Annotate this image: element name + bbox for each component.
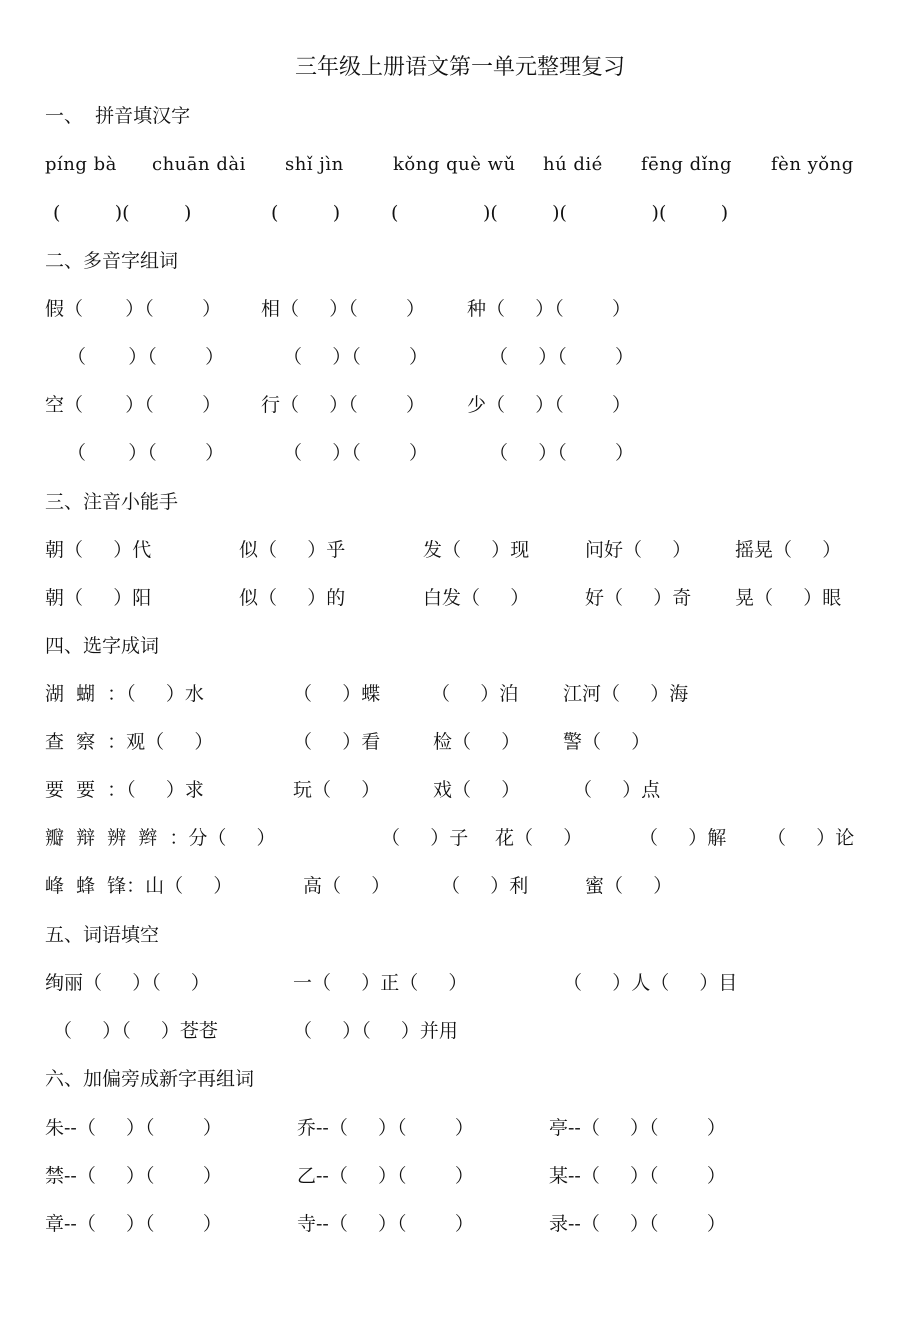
idiom-blank[interactable]: 绚丽（ ）（ ） [45, 972, 210, 994]
word-blank[interactable]: 假（ ）（ ） [45, 298, 222, 320]
choice-blank[interactable]: 玩（ ） [293, 779, 381, 801]
polyphone-row [45, 293, 900, 325]
choice-blank[interactable]: （ ）看 [293, 731, 381, 753]
answer-blanks[interactable]: ( )( )( )( ) [391, 202, 729, 224]
phonetic-blank[interactable]: 朝（ ）阳 [45, 587, 152, 609]
pinyin-item: hú dié [543, 154, 603, 175]
word-blank[interactable]: 行（ ）（ ） [261, 394, 426, 416]
phonetic-blank[interactable]: 朝（ ）代 [45, 539, 152, 561]
phonetic-blank[interactable]: 似（ ）乎 [239, 539, 346, 561]
idiom-row [45, 967, 900, 999]
choice-blank[interactable]: （ ）蝶 [293, 683, 381, 705]
pinyin-row [45, 149, 900, 181]
radical-blank[interactable]: 乔--（ ）（ ） [297, 1117, 474, 1139]
radical-row [45, 1112, 900, 1144]
word-blank[interactable]: （ ）（ ） [283, 346, 429, 368]
phonetic-blank[interactable]: 摇晃（ ） [735, 539, 842, 561]
idiom-blank[interactable]: （ ）人（ ）目 [563, 972, 738, 994]
choice-blank[interactable]: 要 要 ：（ ）求 [45, 779, 204, 801]
phonetic-blank[interactable]: 发（ ）现 [423, 539, 530, 561]
radical-blank[interactable]: 寺--（ ）（ ） [297, 1213, 474, 1235]
radical-blank[interactable]: 亭--（ ）（ ） [549, 1117, 726, 1139]
phonetic-blank[interactable]: 好（ ）奇 [585, 587, 692, 609]
word-blank[interactable]: （ ）（ ） [67, 346, 225, 368]
choose-char-row [45, 870, 900, 902]
pinyin-answer-row [45, 197, 900, 229]
pinyin-item: fēng dǐng [641, 154, 733, 175]
answer-blanks[interactable]: ( )( ) [53, 202, 192, 224]
radical-blank[interactable]: 乙--（ ）（ ） [297, 1165, 474, 1187]
section-6-heading: 六、加偏旁成新字再组词 [45, 1068, 255, 1090]
choice-blank[interactable]: （ ）论 [767, 827, 855, 849]
choice-blank[interactable]: （ ）点 [573, 779, 661, 801]
radical-row [45, 1160, 900, 1192]
polyphone-row [45, 341, 900, 373]
word-blank[interactable]: （ ）（ ） [489, 346, 635, 368]
pinyin-item: chuān dài [152, 154, 246, 175]
page-title: 三年级上册语文第一单元整理复习 [294, 55, 625, 80]
word-blank[interactable]: 空（ ）（ ） [45, 394, 222, 416]
phonetic-blank[interactable]: 似（ ）的 [239, 587, 346, 609]
section-5-heading: 五、词语填空 [45, 924, 160, 946]
choice-blank[interactable]: （ ）泊 [431, 683, 519, 705]
phonetic-blank[interactable]: 白发（ ） [423, 587, 530, 609]
choice-blank[interactable]: 查 察 ：观（ ） [45, 731, 214, 753]
word-blank[interactable]: 少（ ）（ ） [467, 394, 632, 416]
word-blank[interactable]: （ ）（ ） [489, 442, 635, 464]
polyphone-row [45, 389, 900, 421]
radical-blank[interactable]: 禁--（ ）（ ） [45, 1165, 222, 1187]
radical-blank[interactable]: 录--（ ）（ ） [549, 1213, 726, 1235]
word-blank[interactable]: 相（ ）（ ） [261, 298, 426, 320]
word-blank[interactable]: （ ）（ ） [67, 442, 225, 464]
choice-blank[interactable]: 蜜（ ） [585, 875, 673, 897]
polyphone-row [45, 437, 900, 469]
choice-blank[interactable]: 湖 蝴 ：（ ）水 [45, 683, 204, 705]
section-4-heading: 四、选字成词 [45, 635, 160, 657]
choice-blank[interactable]: 瓣 辩 辨 辫 ：分（ ） [45, 827, 276, 849]
choose-char-row [45, 774, 900, 806]
pinyin-item: píng bà [45, 154, 117, 175]
section-3-heading: 三、注音小能手 [45, 491, 179, 513]
radical-row [45, 1208, 900, 1240]
section-1-heading: 一、 拼音填汉字 [45, 105, 191, 127]
phonetic-blank[interactable]: 晃（ ）眼 [735, 587, 842, 609]
pinyin-item: shǐ jìn [285, 154, 344, 175]
idiom-row [45, 1015, 900, 1047]
choose-char-row [45, 678, 900, 710]
choice-blank[interactable]: 江河（ ）海 [563, 683, 689, 705]
section-2-heading: 二、多音字组词 [45, 250, 179, 272]
choice-blank[interactable]: 花（ ） [495, 827, 583, 849]
choose-char-row [45, 726, 900, 758]
pinyin-item: fèn yǒng [771, 154, 854, 175]
phonetic-row [45, 582, 900, 614]
choose-char-row [45, 822, 900, 854]
choice-blank[interactable]: （ ）解 [639, 827, 727, 849]
choice-blank[interactable]: 峰 蜂 锋：山（ ） [45, 875, 233, 897]
word-blank[interactable]: 种（ ）（ ） [467, 298, 632, 320]
choice-blank[interactable]: 高（ ） [303, 875, 391, 897]
word-blank[interactable]: （ ）（ ） [283, 442, 429, 464]
answer-blanks[interactable]: ( ) [271, 202, 341, 224]
choice-blank[interactable]: 警（ ） [563, 731, 651, 753]
phonetic-blank[interactable]: 问好（ ） [585, 539, 692, 561]
idiom-blank[interactable]: 一（ ）正（ ） [293, 972, 468, 994]
radical-blank[interactable]: 章--（ ）（ ） [45, 1213, 222, 1235]
pinyin-item: kǒng què wǔ [393, 154, 516, 175]
choice-blank[interactable]: 检（ ） [433, 731, 521, 753]
radical-blank[interactable]: 朱--（ ）（ ） [45, 1117, 222, 1139]
choice-blank[interactable]: （ ）利 [441, 875, 529, 897]
radical-blank[interactable]: 某--（ ）（ ） [549, 1165, 726, 1187]
choice-blank[interactable]: 戏（ ） [433, 779, 521, 801]
choice-blank[interactable]: （ ）子 [381, 827, 469, 849]
idiom-blank[interactable]: （ ）（ ）并用 [293, 1020, 458, 1042]
idiom-blank[interactable]: （ ）（ ）苍苍 [53, 1020, 218, 1042]
phonetic-row [45, 534, 900, 566]
